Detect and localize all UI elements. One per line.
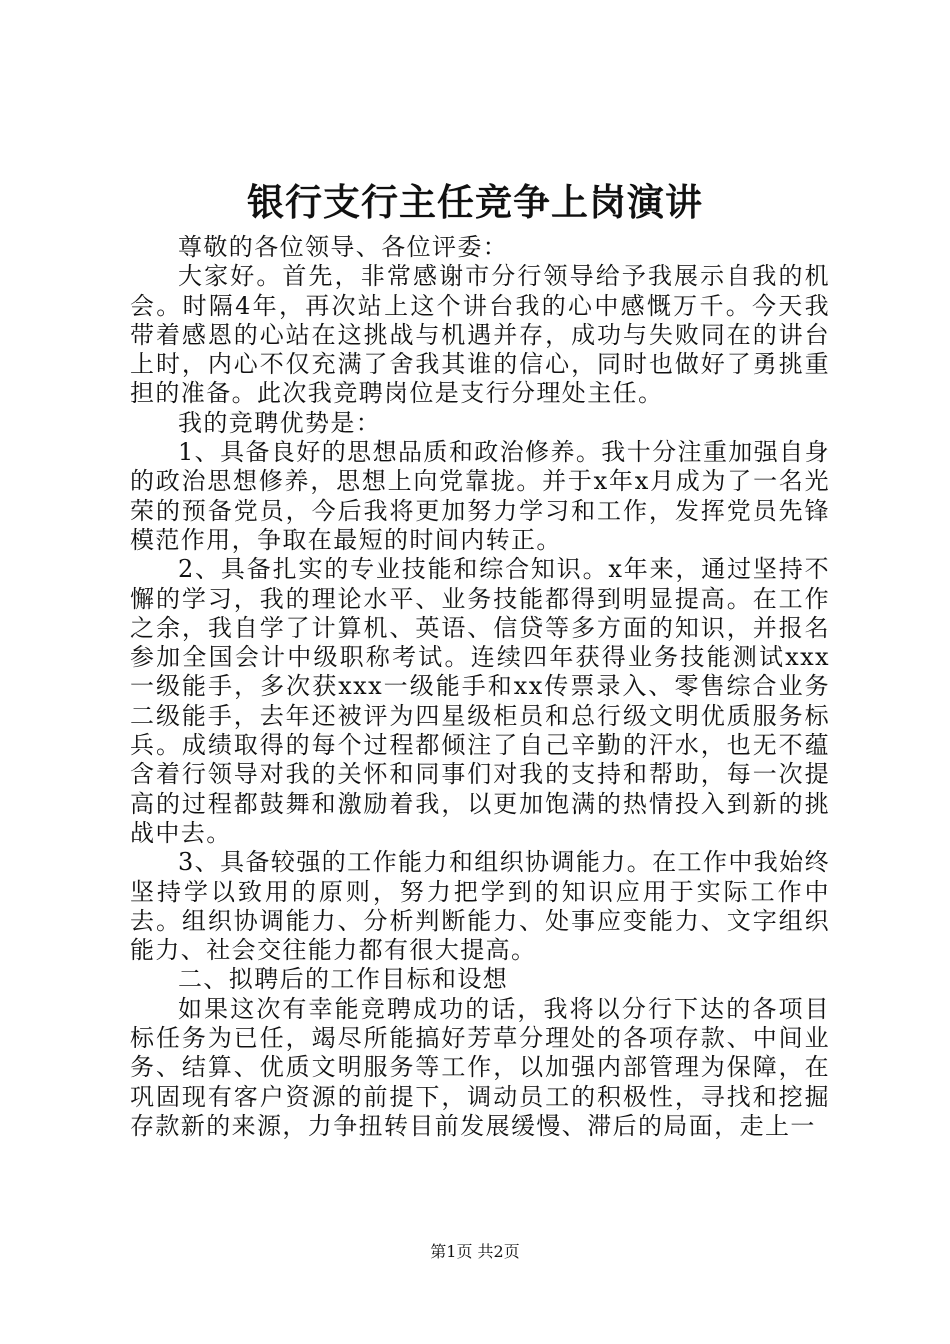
document-title: 银行支行主任竞争上岗演讲 xyxy=(247,180,703,224)
advantage-1-paragraph: 1、具备良好的思想品质和政治修养。我十分注重加强自身的政治思想修养，思想上向党靠拢。并于x年x月成为了一名光荣的预备党员，今后我将更加努力学习和工作，发挥党员先锋模范作用，争取在最短的时间内转正。 xyxy=(130,438,830,554)
salutation-paragraph: 尊敬的各位领导、各位评委： xyxy=(178,233,509,261)
intro-paragraph: 大家好。首先，非常感谢市分行领导给予我展示自我的机会。时隔4年，再次站上这个讲台我的心中感慨万千。今天我带着感恩的心站在这挑战与机遇并存，成功与失败同在的讲台上时，内心不仅充满了舍我其谁的信心，同时也做好了勇挑重担的准备。此次我竞聘岗位是支行分理处主任。 xyxy=(130,262,830,408)
advantage-3-paragraph: 3、具备较强的工作能力和组织协调能力。在工作中我始终坚持学以致用的原则，努力把学到的知识应用于实际工作中去。组织协调能力、分析判断能力、处事应变能力、文字组织能力、社会交往能力都有很大提高。 xyxy=(130,848,830,965)
advantages-heading: 我的竞聘优势是： xyxy=(178,408,382,437)
goals-heading: 二、拟聘后的工作目标和设想 xyxy=(178,965,509,994)
advantage-2-paragraph: 2、具备扎实的专业技能和综合知识。x年来，通过坚持不懈的学习，我的理论水平、业务技能都得到明显提高。在工作之余，我自学了计算机、英语、信贷等多方面的知识，并报名参加全国会计中级职称考试。连续四年获得业务技能测试xxx一级能手，多次获xxx一级能手和xx传票录入、零售综合业务二级能手，去年还被评为四星级柜员和总行级文明优质服务标兵。成绩取得的每个过程都倾注了自己辛勤的汗水，也无不蕴含着行领导对我的关怀和同事们对我的支持和帮助，每一次提高的过程都鼓舞和激励着我，以更加饱满的热情投入到新的挑战中去。 xyxy=(130,555,830,847)
goals-paragraph: 如果这次有幸能竞聘成功的话，我将以分行下达的各项目标任务为已任，竭尽所能搞好芳草分理处的各项存款、中间业务、结算、优质文明服务等工作，以加强内部管理为保障，在巩固现有客户资源的前提下，调动员工的积极性，寻找和挖掘存款新的来源，力争扭转目前发展缓慢、滞后的局面，走上一 xyxy=(130,994,830,1140)
page-footer: 第1页 共2页 xyxy=(430,1242,520,1261)
document-body xyxy=(130,233,830,1141)
